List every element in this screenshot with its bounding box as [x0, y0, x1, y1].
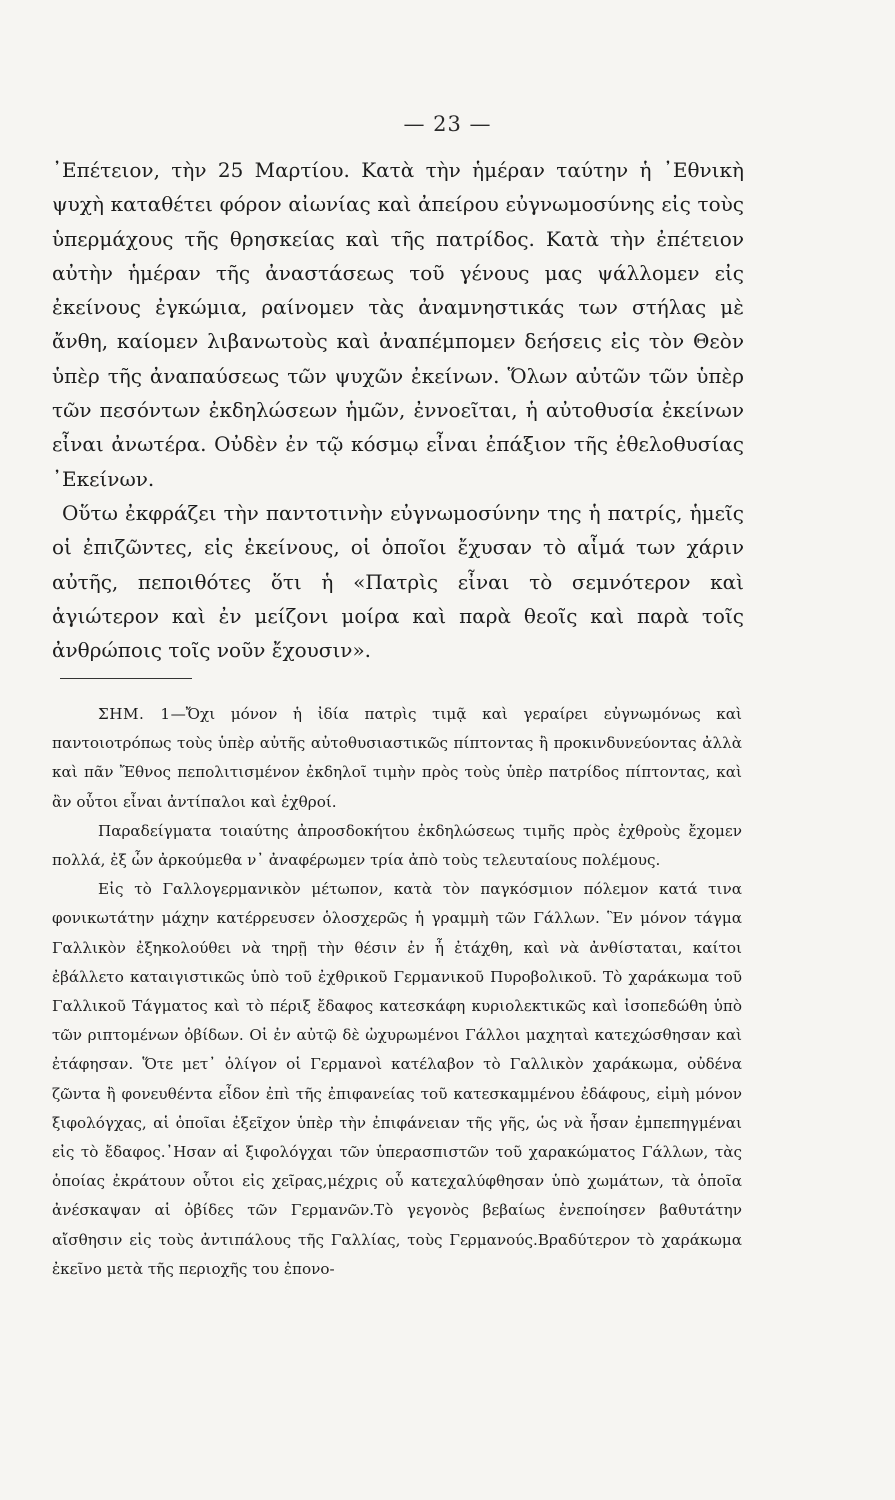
footnote-paragraph-3: Εἰς τὸ Γαλλογερμανικὸν μέτωπον, κατὰ τὸν παγκόσμιον πόλεμον κατά τινα φονικωτάτην μάχην κατέρρευσεν ὁλοσχερῶς ἡ γραμμὴ τῶν Γάλλων. Ἓν μόνον τάγμα Γαλλικὸν ἐξηκολούθει νὰ τηρῇ τὴν θέσιν ἐν ἧ ἐτάχθη, καὶ νὰ ἀνθίσταται, καίτοι ἐβάλλετο καταιγιστικῶς ὑπὸ τοῦ ἐχθρικοῦ Γερμανικοῦ Πυροβολικοῦ. Τὸ χαράκωμα τοῦ Γαλλικοῦ Τάγματος καὶ τὸ πέριξ ἔδαφος κατεσκάφη κυριολεκτικῶς καὶ ἰσοπεδώθη ὑπὸ τῶν ριπτομένων ὀβίδων. Οἱ ἐν αὐτῷ δὲ ὠχυρωμένοι Γάλλοι μαχηταὶ κατεχώσθησαν καὶ ἐτάφησαν. Ὅτε μετ᾿ ὀλίγον οἱ Γερμανοὶ κατέλαβον τὸ Γαλλικὸν χαράκωμα, οὐδένα ζῶντα ἢ φονευθέντα εἶδον ἐπὶ τῆς ἐπιφανείας τοῦ κατεσκαμμένου ἐδάφους, εἰμὴ μόνον ξιφολόγχας, αἱ ὁποῖαι ἐξεῖχον ὑπὲρ τὴν ἐπιφάνειαν τῆς γῆς, ὡς νὰ ἦσαν ἐμπεπηγμέναι εἰς τὸ ἔδαφος.᾿Ησαν αἱ ξιφολόγχαι τῶν ὑπερασπιστῶν τοῦ χαρακώματος Γάλλων, τὰς ὁποίας ἐκράτουν οὗτοι εἰς χεῖρας,μέχρις οὗ κατεχαλύφθησαν ὑπὸ χωμάτων, τὰ ὁποῖα ἀνέσκαψαν αἱ ὀβίδες τῶν Γερμανῶν.Τὸ γεγονὸς βεβαίως ἐνεποίησεν βαθυτάτην αἴσθησιν εἰς τοὺς ἀντιπάλους τῆς Γαλλίας, τοὺς Γερμανούς.Βραδύτερον τὸ χαράκωμα ἐκεῖνο μετὰ τῆς περιοχῆς του ἐπονο- [52, 880, 742, 1278]
footnote-label: ΣΗΜ. 1 [98, 705, 171, 723]
footnote-separator [60, 678, 192, 679]
footnote-paragraph-1 [52, 700, 742, 817]
paragraph-gratitude: Οὕτω ἐκφράζει τὴν παντοτινὴν εὐγνωμοσύνην της ἡ πατρίς, ἡμεῖς οἱ ἐπιζῶντες, εἰς ἐκείνους, οἱ ὁποῖοι ἔχυσαν τὸ αἷμά των χάριν αὐτῆς, πεποιθότες ὅτι ἡ «Πατρὶς εἶναι τὸ σεμνότερον καὶ ἁγιώτερον καὶ ἐν μείζονι μοίρα καὶ παρὰ θεοῖς καὶ παρὰ τοῖς ἀνθρώποις τοῖς νοῦν ἔχουσιν». [52, 500, 744, 663]
footnote-text-1: —Ὄχι μόνον ἡ ἰδία πατρὶς τιμᾷ καὶ γεραίρει εὐγνωμόνως καὶ παντοιοτρόπως τοὺς ὑπὲρ αὐτῆς αὐτοθυσιαστικῶς πίπτοντας ἢ προκινδυνεύοντας ἀλλὰ καὶ πᾶν Ἔθνος πεπολιτισμένον ἐκδηλοῖ τιμὴν πρὸς τοὺς ὑπὲρ πατρίδος πίπτοντας, καὶ ἂν οὗτοι εἶναι ἀντίπαλοι καὶ ἐχθροί. [52, 705, 742, 811]
main-text-body [52, 153, 744, 667]
paragraph-anniversary: ᾿Επέτειον, τὴν 25 Μαρτίου. Κατὰ τὴν ἡμέραν ταύτην ἡ ᾿Εθνικὴ ψυχὴ καταθέτει φόρον αἰωνίας καὶ ἀπείρου εὐγνωμοσύνης εἰς τοὺς ὑπερμάχους τῆς θρησκείας καὶ τῆς πατρίδος. Κατὰ τὴν ἐπέτειον αὐτὴν ἡμέραν τῆς ἀναστάσεως τοῦ γένους μας ψάλλομεν εἰς ἐκείνους ἐγκώμια, ραίνομεν τὰς ἀναμνηστικάς των στήλας μὲ ἄνθη, καίομεν λιβανωτοὺς καὶ ἀναπέμπομεν δεήσεις εἰς τὸν Θεὸν ὑπὲρ τῆς ἀναπαύσεως τῶν ψυχῶν ἐκείνων. Ὅλων αὐτῶν τῶν ὑπὲρ τῶν πεσόντων ἐκδηλώσεων ἡμῶν, ἐννοεῖται, ἡ αὐτοθυσία ἐκείνων εἶναι ἀνωτέρα. Οὐδὲν ἐν τῷ κόσμῳ εἶναι ἐπάξιον τῆς ἐθελοθυσίας ᾿Εκείνων. [52, 158, 744, 491]
footnote-paragraph-2: Παραδείγματα τοιαύτης ἀπροσδοκήτου ἐκδηλώσεως τιμῆς πρὸς ἐχθροὺς ἔχομεν πολλά, ἐξ ὧν ἀρκούμεθα ν᾿ ἀναφέρωμεν τρία ἀπὸ τοὺς τελευταίους πολέμους. [52, 821, 742, 870]
page-number: — 23 — [403, 112, 492, 136]
footnote-section [52, 700, 742, 1284]
